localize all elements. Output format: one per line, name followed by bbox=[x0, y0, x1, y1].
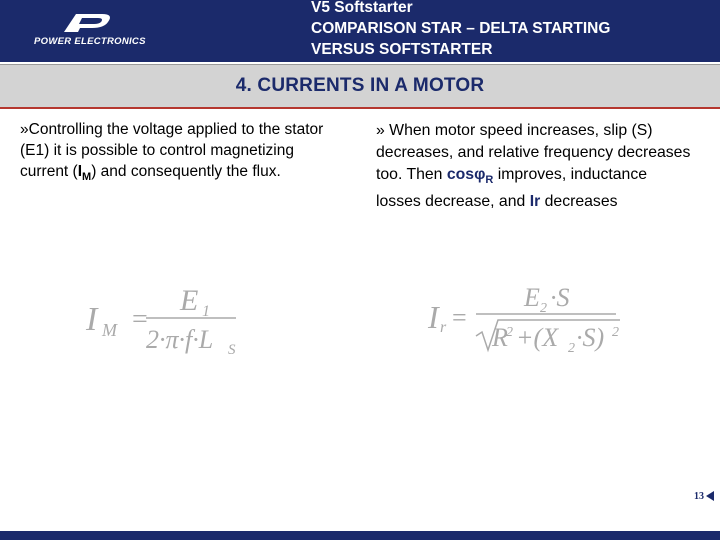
formula1-lhs-sub: M bbox=[102, 320, 117, 340]
formula2-equals: = bbox=[452, 303, 467, 332]
left-paragraph bbox=[20, 119, 340, 188]
power-electronics-logo bbox=[34, 12, 184, 52]
right-text-end: decreases bbox=[540, 193, 618, 211]
formula-rotor-current bbox=[420, 280, 640, 360]
header-title-line: V5 Softstarter bbox=[311, 0, 413, 16]
formula2-rad-plus: +(X bbox=[516, 323, 559, 352]
formula1-numerator-sub: 1 bbox=[202, 303, 210, 320]
previous-page-arrow-icon[interactable] bbox=[706, 491, 714, 501]
bullet: » bbox=[20, 121, 29, 138]
formula2-lhs-sub: r bbox=[440, 319, 447, 336]
footer-bar bbox=[0, 531, 720, 540]
ir-term: Ir bbox=[529, 193, 541, 211]
current-symbol: I bbox=[77, 163, 83, 180]
formula2-rad-b-sub: 2 bbox=[568, 341, 575, 356]
right-text-mid: improves, inductance losses decrease, and bbox=[376, 166, 648, 211]
formula2-rad-a-sup: 2 bbox=[506, 325, 513, 340]
formula2-lhs: I bbox=[428, 299, 439, 335]
formula2-rad-b-sup: 2 bbox=[612, 325, 619, 340]
formula2-rad-a: R bbox=[492, 323, 508, 352]
section-title: 4. CURRENTS IN A MOTOR bbox=[235, 75, 485, 96]
bullet: » bbox=[376, 122, 385, 139]
formula1-lhs: I bbox=[86, 301, 98, 338]
formula2-numerator-tail: ·S bbox=[550, 283, 570, 312]
logo-text: POWER ELECTRONICS bbox=[34, 36, 146, 47]
logo-swoosh-icon bbox=[58, 12, 118, 36]
formula2-numerator: E bbox=[524, 283, 540, 312]
right-paragraph bbox=[376, 120, 696, 213]
formula2-numerator-sub: 2 bbox=[540, 301, 547, 316]
header-title-line: VERSUS SOFTSTARTER bbox=[311, 41, 493, 58]
left-text: Controlling the voltage applied to the stator (E1) it is possible to control magnetizing current ( bbox=[20, 121, 324, 180]
formula1-numerator: E bbox=[180, 284, 199, 317]
header-title-line: COMPARISON STAR – DELTA STARTING bbox=[311, 20, 611, 37]
left-text-end: ) and consequently the flux. bbox=[91, 163, 281, 180]
section-band bbox=[0, 64, 720, 109]
formula-magnetizing-current bbox=[80, 280, 280, 360]
formula1-denominator: 2·π·f·L bbox=[146, 325, 214, 354]
cos-phi-subscript: R bbox=[485, 174, 494, 187]
header-bar bbox=[0, 0, 720, 62]
cos-phi-term: cosφ bbox=[446, 166, 486, 183]
formula1-equals: = bbox=[132, 304, 148, 335]
header-title bbox=[311, 0, 610, 60]
page-number: 13 bbox=[694, 491, 704, 502]
current-subscript: M bbox=[82, 171, 92, 184]
formula2-rad-b-tail: ·S) bbox=[576, 323, 605, 352]
right-text: When motor speed increases, slip (S) decreases, and relative frequency decreases too. Then bbox=[376, 122, 691, 183]
formula1-denominator-sub: S bbox=[228, 342, 236, 358]
